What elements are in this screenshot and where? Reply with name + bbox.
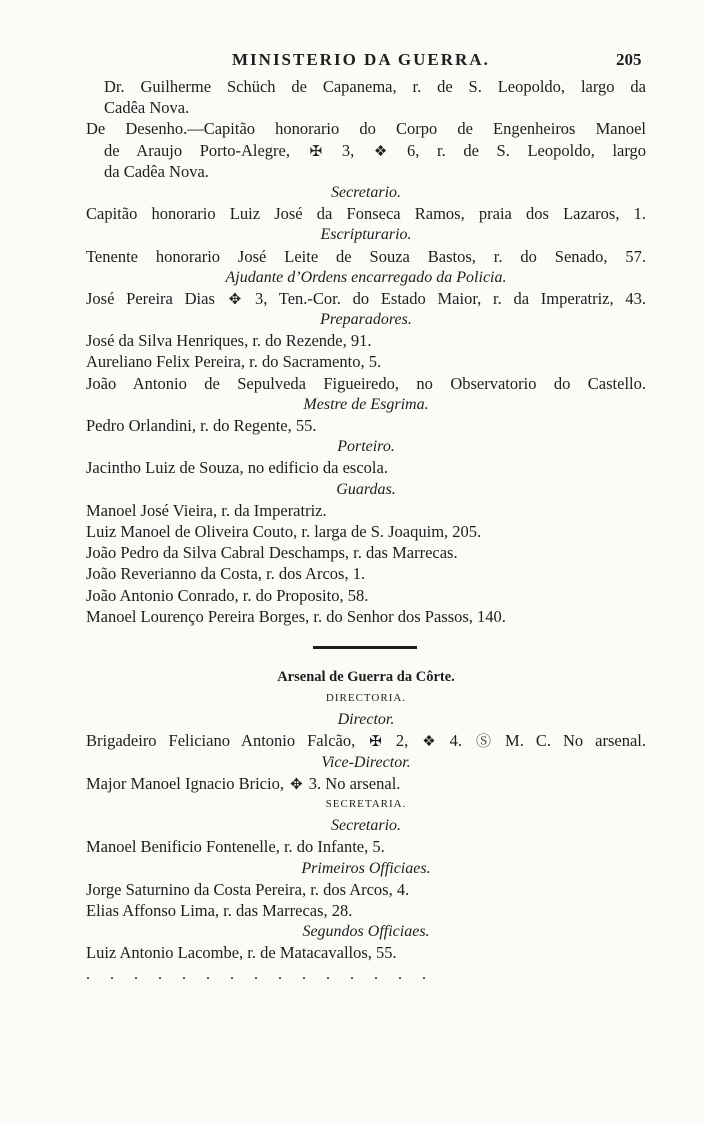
running-title: MINISTERIO DA GUERRA. [232,50,490,69]
entry-guarda: João Pedro da Silva Cabral Deschamps, r. das Marrecas. [86,543,458,563]
entry-escripturario: Tenente honorario José Leite de Souza Bastos, r. do Senado, 57. [86,246,646,266]
star-icon: ✥ [228,291,242,308]
entry-guarda: Luiz Manoel de Oliveira Couto, r. larga de S. Joaquim, 205. [86,521,482,541]
page-header [0,50,704,76]
heading-escripturario: Escripturario. [320,226,412,244]
divider-rule [313,646,417,649]
entry-desenho-address: 6, r. de S. Leopoldo, largo [406,140,647,160]
heading-preparadores: Preparadores. [320,311,412,329]
entry-preparador: José da Silva Henriques, r. do Rezende, 91. [86,331,372,351]
star-icon: ✥ [290,776,303,793]
entry-guarda: Manoel Lourenço Pereira Borges, r. do Senhor dos Passos, 140. [86,606,506,626]
entry-guarda: João Reverianno da Costa, r. dos Arcos, 1. [86,564,366,584]
section-title-arsenal: Arsenal de Guerra da Côrte. [277,668,455,685]
entry-ajudante [86,288,646,309]
heading-porteiro: Porteiro. [337,438,395,456]
entry-desenho-cross-count: 3, [341,140,355,160]
entry-segundo-official: Luiz Antonio Lacombe, r. de Matacavallos, 55. [86,943,397,963]
entry-capanema-line2: Cadêa Nova. [104,98,190,118]
heading-mestre: Mestre de Esgrima. [303,395,429,413]
heading-primeiros-officiaes: Primeiros Officiaes. [301,859,431,877]
entry-ajudante-name: José Pereira Dias [86,288,215,308]
page-number: 205 [616,50,642,69]
entry-vice-rest: 3. No arsenal. [308,773,401,793]
continuation-dots: ............... [86,965,446,983]
heading-secretario-arsenal: Secretario. [330,817,402,835]
entry-primeiro-official: Jorge Saturnino da Costa Pereira, r. dos Arcos, 4. [86,879,410,899]
entry-director-rest: M. C. No arsenal. [505,731,646,751]
section-divider [86,627,646,667]
entry-preparador: João Antonio de Sepulveda Figueiredo, no Observatorio do Castello. [86,373,646,393]
subsection-secretaria: SECRETARIA. [325,798,407,810]
page-body [86,76,646,985]
entry-guarda: Manoel José Vieira, r. da Imperatriz. [86,500,327,520]
entry-primeiro-official: Elias Affonso Lima, r. das Marrecas, 28. [86,900,353,920]
entry-ajudante-rest: 3, Ten.-Cor. do Estado Maior, r. da Imperatriz, 43. [254,288,646,308]
entry-capanema-line1: Dr. Guilherme Schüch de Capanema, r. de S. Leopoldo, largo da [104,77,646,96]
entry-vice-director [86,773,646,794]
subsection-directoria: DIRECTORIA. [325,692,407,705]
entry-director-rose-count: 4. [449,731,463,751]
entry-director-cross-count: 2, [395,731,409,751]
entry-desenho-line2 [86,140,646,161]
entry-mestre: Pedro Orlandini, r. do Regente, 55. [86,416,317,435]
heading-guardas: Guardas. [336,480,396,498]
entry-vice-name: Major Manoel Ignacio Bricio, [86,773,284,793]
entry-preparador: Aureliano Felix Pereira, r. do Sacramento, 5. [86,352,382,372]
heading-director: Director. [337,711,395,729]
cross-icon: ✠ [309,143,323,160]
rose-icon: ❖ [422,734,436,751]
entry-director [86,730,646,751]
entry-secretario: Capitão honorario Luiz José da Fonseca Ramos, praia dos Lazaros, 1. [86,204,646,224]
heading-vice-director: Vice-Director. [321,753,411,771]
entry-secretario-arsenal: Manoel Benificio Fontenelle, r. do Infante, 5. [86,837,385,857]
rose-icon: ❖ [373,143,388,160]
heading-segundos-officiaes: Segundos Officiaes. [302,923,430,941]
entry-director-name: Brigadeiro Feliciano Antonio Falcão, [86,731,356,751]
heading-ajudante: Ajudante d’Ordens encarregado da Policia. [225,268,507,286]
entry-desenho-line1: De Desenho.—Capitão honorario do Corpo de Engenheiros Manoel [86,119,646,139]
entry-desenho-name: de Araujo Porto-Alegre, [104,140,291,160]
entry-porteiro: Jacintho Luiz de Souza, no edificio da escola. [86,458,388,478]
cross-icon: ✠ [369,734,382,751]
circled-s-icon: Ⓢ [476,734,492,751]
entry-desenho-line3: da Cadêa Nova. [104,161,209,181]
heading-secretario: Secretario. [330,183,402,201]
entry-guarda: João Antonio Conrado, r. do Proposito, 58. [86,585,369,605]
